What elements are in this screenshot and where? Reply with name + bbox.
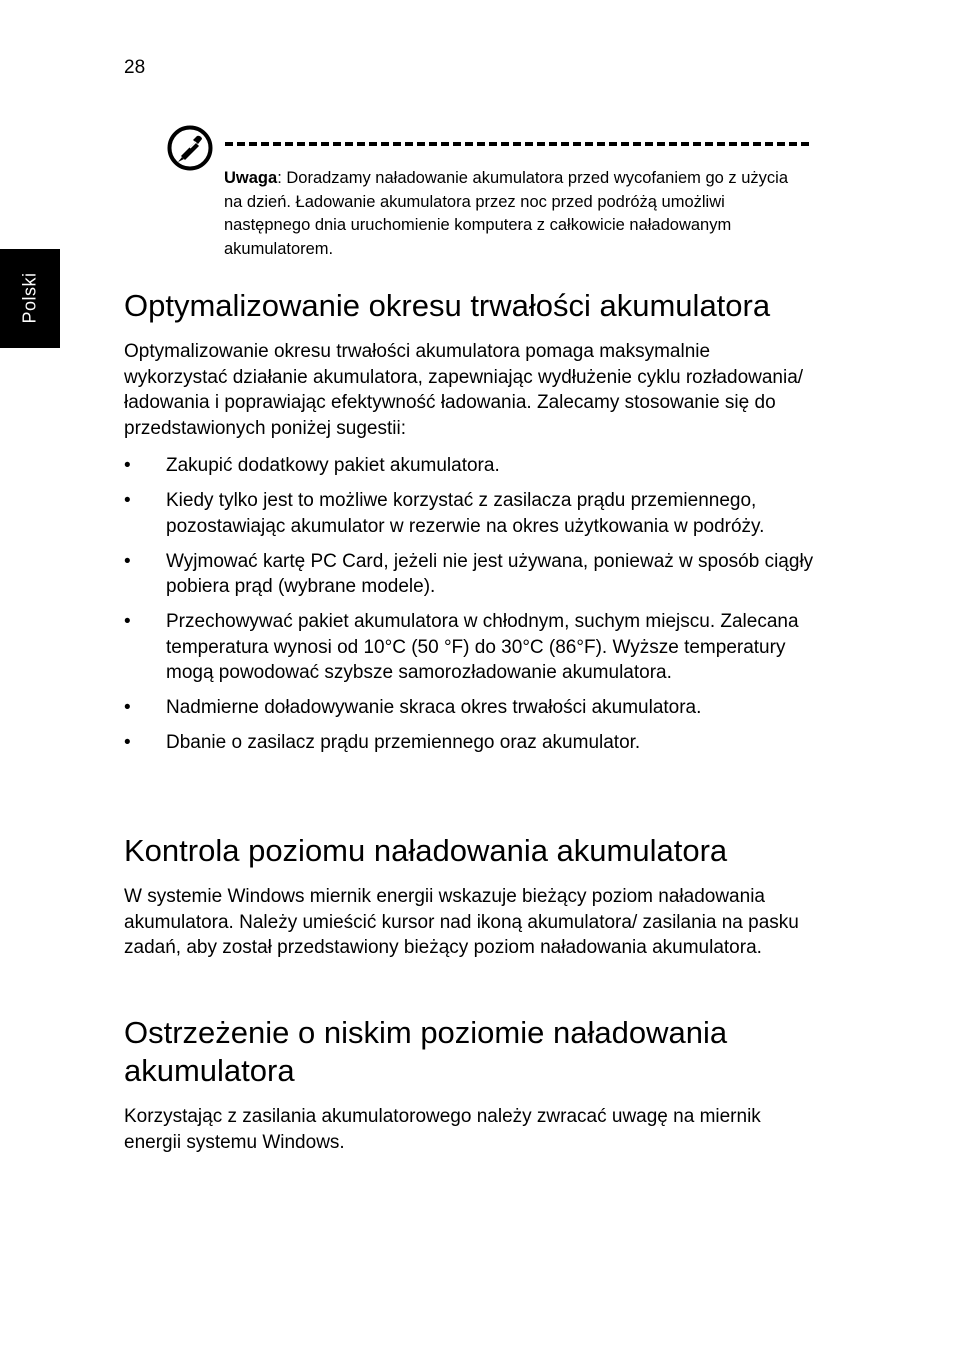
pen-note-icon [166,124,214,172]
bullet-icon: • [124,697,131,718]
section-heading-charge-level: Kontrola poziomu naładowania akumulatora [124,833,728,868]
section-paragraph-optimize: Optymalizowanie okresu trwałości akumulatora pomaga maksymalnie wykorzystać działanie akumulatora, zapewniając wydłużenie cyklu rozładowania/ładowania i poprawiając efektywność ładowania. Zalecamy stosowanie się do przedstawionych poniżej sugestii: [124,341,804,439]
language-tab-label: Polski [19,272,40,324]
list-item: • Kiedy tylko jest to możliwe korzystać z zasilacza prądu przemiennego, pozostawiając akumulator w rezerwie na okres użytkowania w podróży. [124,490,765,537]
note-lead: Uwaga [224,169,278,187]
language-tab [0,249,60,348]
note-divider [225,142,809,146]
list-item: • Zakupić dodatkowy pakiet akumulatora. [124,453,814,479]
bullet-icon: • [124,611,131,632]
list-item: • Nadmierne doładowywanie skraca okres trwałości akumulatora. [124,695,814,721]
bullet-icon: • [124,455,131,476]
section-heading-low-battery: Ostrzeżenie o niskim poziomie naładowania akumulatora [124,1015,728,1088]
list-item: • Wyjmować kartę PC Card, jeżeli nie jest używana, ponieważ w sposób ciągły pobiera prąd (wybrane modele). [124,550,814,597]
section-paragraph-charge-level: W systemie Windows miernik energii wskazuje bieżący poziom naładowania akumulatora. Należy umieścić kursor nad ikoną akumulatora/ zasilania na pasku zadań, aby został przedstawiony bieżący poziom naładowania akumulatora. [124,886,799,958]
bullet-icon: • [124,490,131,511]
section-heading-optimize: Optymalizowanie okresu trwałości akumulatora [124,288,771,323]
list-item: • Przechowywać pakiet akumulatora w chłodnym, suchym miejscu. Zalecana temperatura wynosi od 10°C (50 °F) do 30°C (86°F). Wyższe temperatury mogą powodować szybsze samorozładowanie akumulatora. [124,611,799,683]
page-number: 28 [124,57,146,78]
bullet-icon: • [124,550,131,572]
note-text [224,167,804,261]
list-item: • Dbanie o zasilacz prądu przemiennego oraz akumulator. [124,730,814,756]
bullet-icon: • [124,732,131,753]
battery-tips-list [124,453,814,765]
section-paragraph-low-battery: Korzystając z zasilania akumulatorowego należy zwracać uwagę na miernik energii systemu Windows. [124,1106,761,1153]
note-body: : Doradzamy naładowanie akumulatora przed wycofaniem go z użycia na dzień. Ładowanie akumulatora przez noc przed podróżą umożliwi następnego dnia uruchomienie komputera z całkowicie naładowanym akumulatorem. [224,169,789,258]
